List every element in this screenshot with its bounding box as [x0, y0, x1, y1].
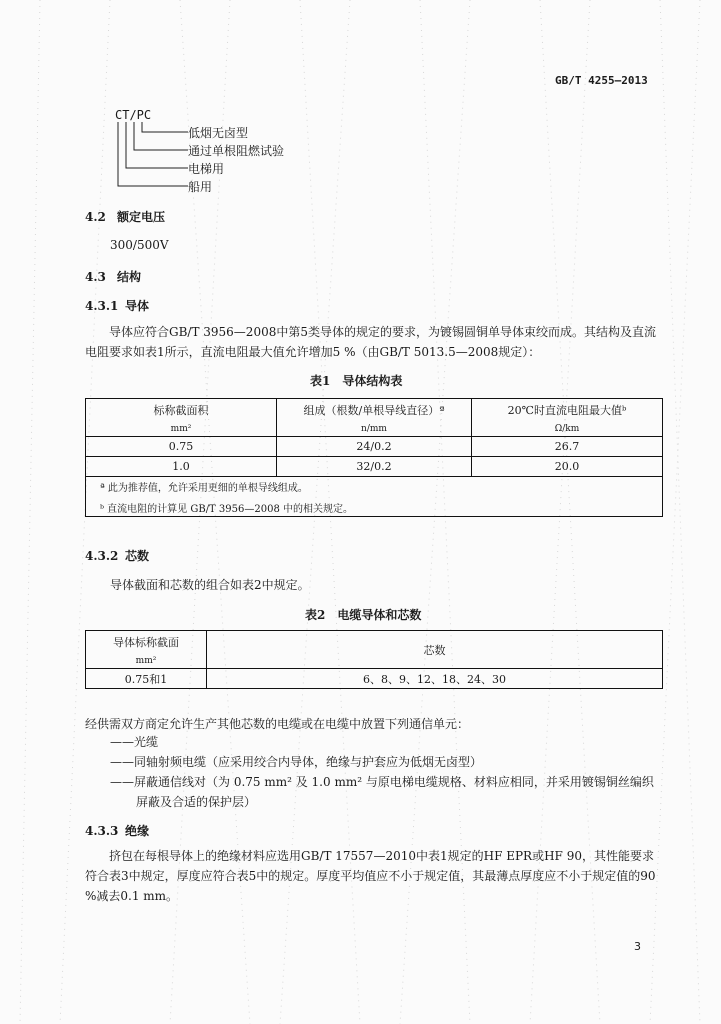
comm-unit-item: ——光缆	[110, 735, 159, 749]
table1-notes	[86, 477, 663, 517]
comm-unit-item: ——同轴射频电缆（应采用绞合内导体，绝缘与护套应为低烟无卤型）	[110, 755, 483, 769]
legend-item-elevator: 电梯用	[188, 162, 225, 176]
table1-caption: 表1 导体结构表	[310, 374, 403, 388]
table2-cable-cores	[85, 630, 663, 689]
table2-header-row	[86, 631, 663, 669]
legend-item-flame-test: 通过单根阻燃试验	[188, 144, 285, 158]
section-4-3-1-heading	[85, 297, 149, 314]
table1-note-a: ª 此为推荐值，允许采用更细的单根导线组成。	[100, 482, 308, 494]
table-cell: 6、8、9、12、18、24、30	[207, 669, 663, 689]
section-4-3-heading	[85, 268, 141, 285]
section-title: 导体	[125, 299, 150, 313]
table2-header-cell: 导体标称截面 mm²	[86, 631, 207, 669]
section-4-3-2-heading	[85, 547, 149, 564]
table-row	[86, 437, 663, 457]
table-cell: 24/0.2	[277, 437, 472, 457]
insulation-paragraph: 挤包在每根导体上的绝缘材料应选用GB/T 17557—2010中表1规定的HF EPR或HF 90，其性能要求符合表3中规定，厚度应符合表5中的规定。厚度平均值应不小于规定值，其最薄点厚度应不小于规定值的90 %减去0.1 mm。	[85, 849, 656, 903]
legend-item-marine: 船用	[188, 180, 213, 194]
section-number: 4.3	[85, 270, 106, 284]
table1-header-row	[86, 399, 663, 437]
table1-note-b: ᵇ 直流电阻的计算见 GB/T 3956—2008 中的相关规定。	[100, 503, 353, 515]
table-row	[86, 669, 663, 689]
core-count-paragraph: 导体截面和芯数的组合如表2中规定。	[110, 578, 310, 592]
standard-code: GB/T 4255—2013	[555, 74, 648, 87]
page-number: 3	[634, 940, 641, 953]
comm-units-intro: 经供需双方商定允许生产其他芯数的电缆或在电缆中放置下列通信单元：	[85, 717, 470, 731]
section-title: 额定电压	[117, 210, 166, 224]
table2-caption: 表2 电缆导体和芯数	[305, 608, 422, 622]
table-cell: 32/0.2	[277, 457, 472, 477]
table1-conductor-structure	[85, 398, 663, 517]
table1-header-cell: 组成（根数/单根导线直径）ª n/mm	[277, 399, 472, 437]
section-4-3-3-heading	[85, 822, 149, 839]
table1-header-cell: 20℃时直流电阻最大值ᵇ Ω/km	[472, 399, 663, 437]
section-title: 结构	[117, 270, 142, 284]
conductor-paragraph: 导体应符合GB/T 3956—2008中第5类导体的规定的要求，为镀锡圆铜单导体束绞而成。其结构及直流电阻要求如表1所示，直流电阻最大值允许增加5 %（由GB/T 5013.5—2008规定）：	[85, 325, 656, 359]
table-cell: 1.0	[86, 457, 277, 477]
table-row	[86, 457, 663, 477]
table2-header-cell: 芯数	[207, 631, 663, 669]
table-cell: 20.0	[472, 457, 663, 477]
comm-unit-item-cont: 屏蔽及合适的保护层）	[136, 795, 257, 809]
table-cell: 26.7	[472, 437, 663, 457]
table1-notes-row	[86, 477, 663, 517]
section-number: 4.3.2	[85, 549, 119, 563]
section-4-2-heading	[85, 208, 165, 225]
model-code-label: CT/PC	[115, 108, 152, 122]
section-title: 绝缘	[125, 824, 150, 838]
table-cell: 0.75和1	[86, 669, 207, 689]
comm-unit-item: ——屏蔽通信线对（为 0.75 mm² 及 1.0 mm² 与原电梯电缆规格、材料应相同，并采用镀锡铜丝编织	[110, 775, 654, 789]
table1-header-cell: 标称截面积 mm²	[86, 399, 277, 437]
section-number: 4.3.1	[85, 299, 119, 313]
section-number: 4.3.3	[85, 824, 119, 838]
model-code-bracket-lines	[112, 120, 192, 200]
table-cell: 0.75	[86, 437, 277, 457]
section-number: 4.2	[85, 210, 106, 224]
section-title: 芯数	[125, 549, 150, 563]
rated-voltage-value: 300/500V	[110, 238, 169, 252]
legend-item-lszh: 低烟无卤型	[188, 126, 249, 140]
